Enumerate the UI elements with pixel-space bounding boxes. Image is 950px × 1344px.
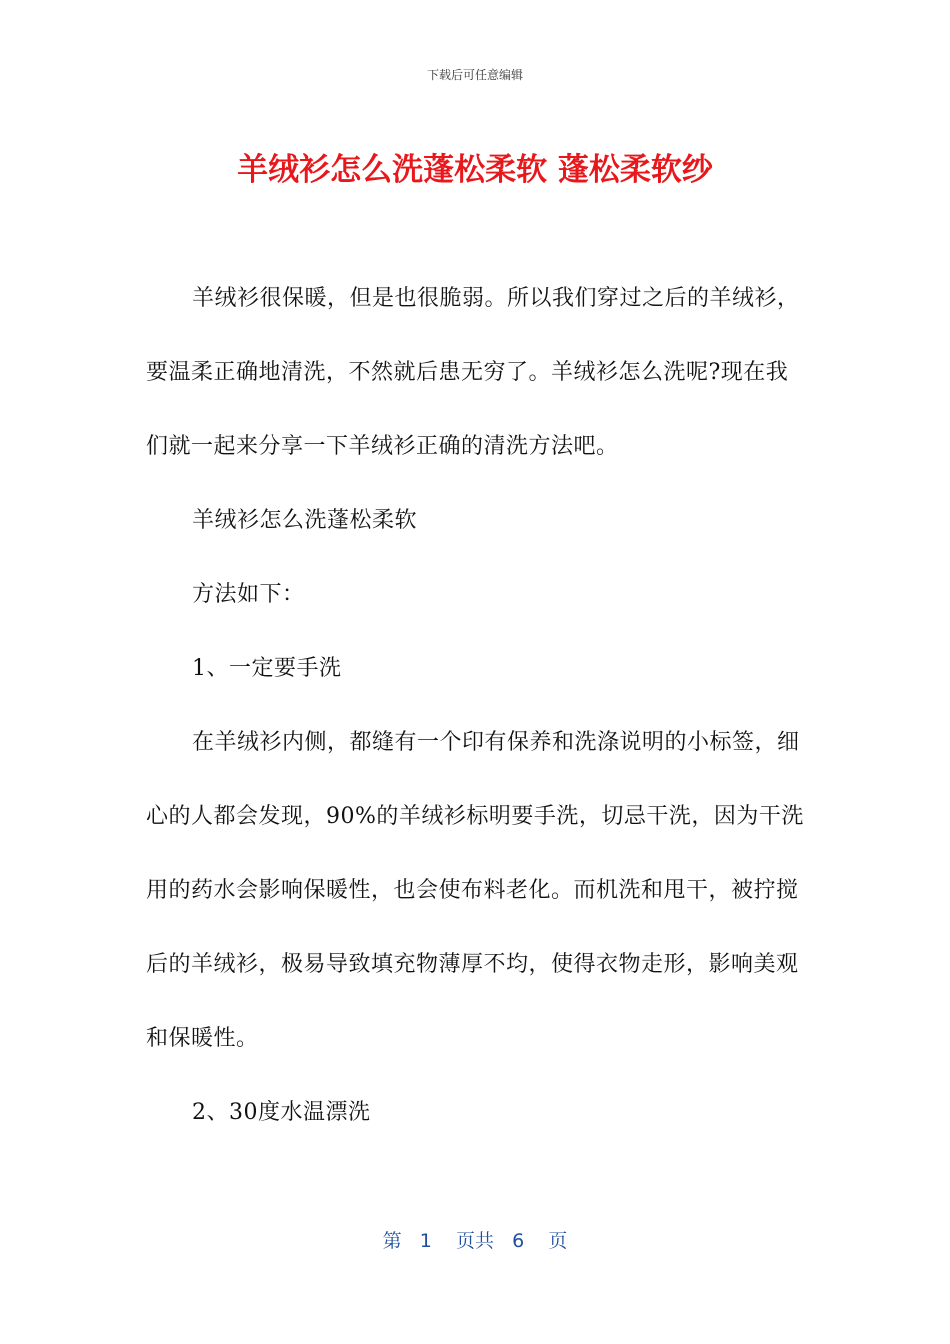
page-footer [0,1226,950,1253]
paragraph-step-2-heading: 2、30度水温漂洗 [192,1100,371,1125]
paragraph-step-1-heading: 1、一定要手洗 [192,656,342,681]
footer-middle: 页共 [455,1230,494,1252]
footer-suffix: 页 [548,1230,568,1252]
paragraph-method-label: 方法如下： [192,582,305,607]
paragraph-subheading: 羊绒衫怎么洗蓬松柔软 [192,508,418,533]
footer-total-pages: 6 [512,1230,525,1252]
document-title: 羊绒衫怎么洗蓬松柔软 蓬松柔软纱 [237,152,713,188]
document-body [146,262,806,1150]
header-note: 下载后可任意编辑 [426,68,523,82]
paragraph-step-1-body: 在羊绒衫内侧，都缝有一个印有保养和洗涤说明的小标签，细心的人都会发现，90%的羊绒衫标明要手洗，切忌干洗，因为干洗用的药水会影响保暖性，也会使布料老化。而机洗和甩干，被拧搅后的羊绒衫，极易导致填充物薄厚不均，使得衣物走形，影响美观和保暖性。 [146,730,804,1051]
paragraph-intro: 羊绒衫很保暖，但是也很脆弱。所以我们穿过之后的羊绒衫，要温柔正确地清洗，不然就后患无穷了。羊绒衫怎么洗呢?现在我们就一起来分享一下羊绒衫正确的清洗方法吧。 [146,286,800,459]
footer-prefix: 第 [382,1230,402,1252]
footer-page-number: 1 [419,1230,432,1252]
